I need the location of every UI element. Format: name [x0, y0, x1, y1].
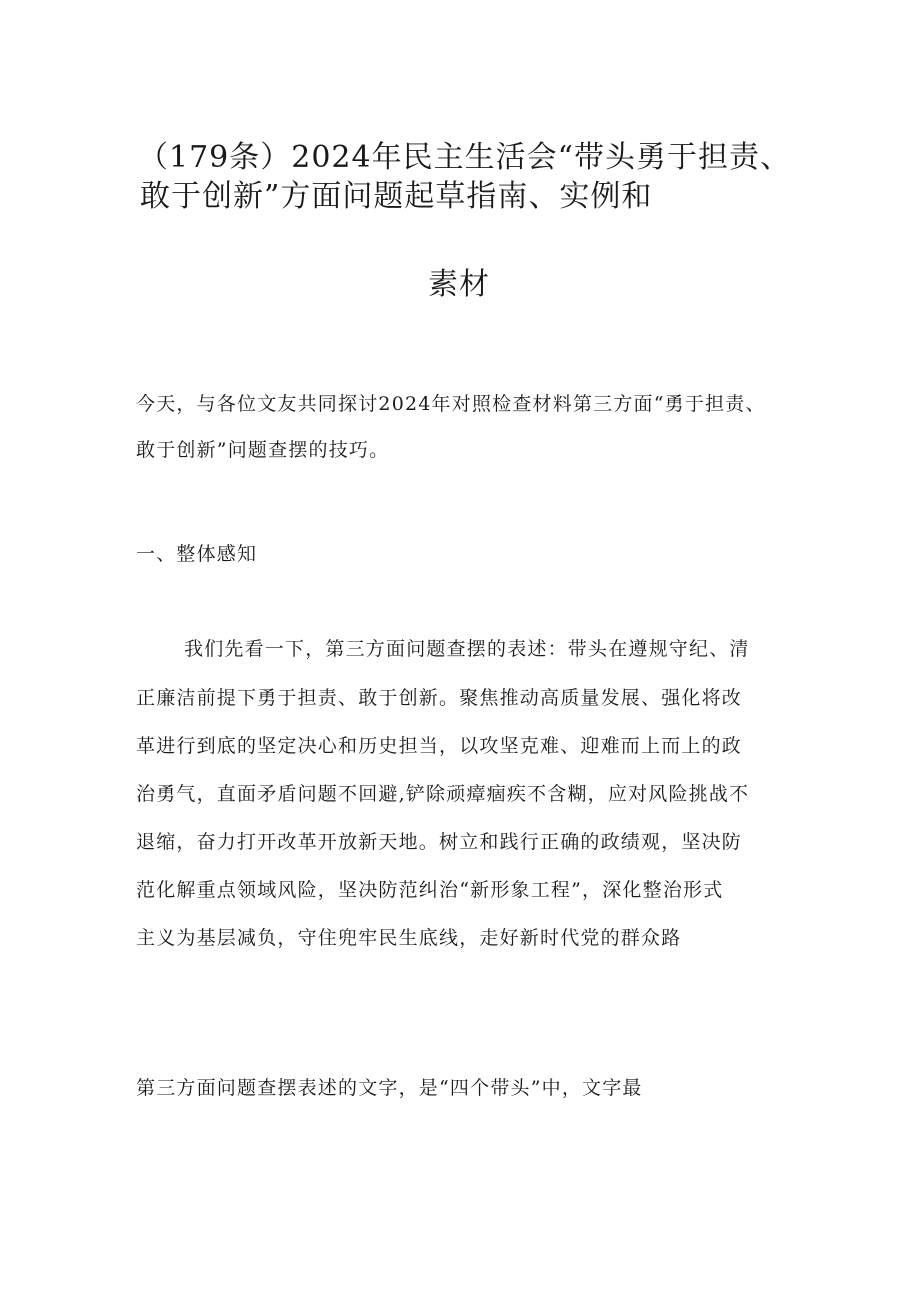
body-paragraph-line-6: 范化解重点领域风险，坚决防范纠治“新形象工程”，深化整治形式	[136, 879, 724, 901]
closing-paragraph-line: 第三方面问题查摆表述的文字，是“四个带头”中，文字最	[136, 1077, 643, 1099]
body-paragraph-line-4: 治勇气，直面矛盾问题不回避,铲除顽瘴痼疾不含糊，应对风险挑战不	[136, 783, 750, 805]
body-paragraph-line-2: 正廉洁前提下勇于担责、敢于创新。聚焦推动高质量发展、强化将改	[136, 687, 743, 709]
body-paragraph-line-1: 我们先看一下，第三方面问题查摆的表述：带头在遵规守纪、清	[184, 638, 750, 660]
intro-paragraph-line-2: 敢于创新”问题查摆的技巧。	[136, 439, 390, 461]
intro-paragraph-line-1: 今天，与各位文友共同探讨2024年对照检查材料第三方面“勇于担责、	[136, 393, 766, 415]
document-title-line-3: 素材	[428, 267, 490, 302]
body-paragraph-line-7: 主义为基层减负，守住兜牢民生底线，走好新时代党的群众路	[136, 927, 682, 949]
body-paragraph-line-5: 退缩，奋力打开改革开放新天地。树立和践行正确的政绩观，坚决防	[136, 831, 743, 853]
document-title-line-2: 敢于创新”方面问题起草指南、实例和	[140, 179, 653, 214]
section-heading: 一、整体感知	[136, 543, 258, 565]
body-paragraph-line-3: 革进行到底的坚定决心和历史担当，以攻坚克难、迎难而上而上的政	[136, 735, 743, 757]
document-title-line-1: （179条）2024年民主生活会“带头勇于担责、	[138, 140, 791, 175]
